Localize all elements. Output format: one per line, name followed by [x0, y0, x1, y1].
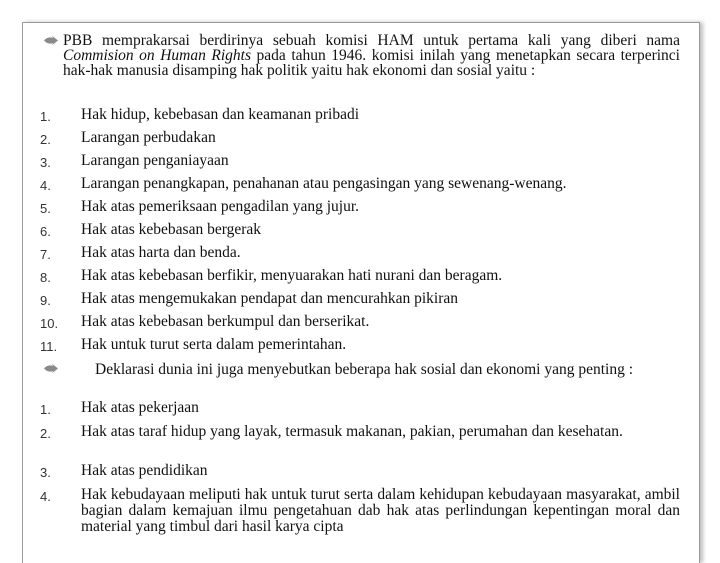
- list-number: 6.: [40, 224, 51, 239]
- list-item: [40, 463, 680, 485]
- arrow-bullet-icon: [43, 363, 59, 374]
- list-text: Hak atas kebebasan berkumpul dan berserikat.: [81, 313, 370, 330]
- list-text: Hak atas kebebasan bergerak: [81, 221, 262, 238]
- list-text: Hak atas kebebasan berfikir, menyuarakan hati nurani dan beragam.: [81, 267, 503, 284]
- list-text: Hak kebudayaan meliputi hak untuk turut serta dalam kehidupan kebudayaan masyarakat, ambil bagian dalam kemajuan ilmu pengetahuan dab hak atas perlindungan kepentingan moral dan material yang timbul dari hasil karya cipta: [81, 487, 680, 535]
- list-item: [40, 130, 680, 152]
- list-item: [40, 199, 680, 221]
- list-item: [40, 424, 680, 462]
- list-number: 9.: [40, 293, 51, 308]
- intro-italic: Commision on Human Rights: [63, 47, 251, 64]
- arrow-bullet-icon: [43, 35, 59, 46]
- list-number: 8.: [40, 270, 51, 285]
- list-number: 10.: [40, 316, 59, 331]
- list-item: [40, 107, 680, 129]
- list-text: Hak atas pekerjaan: [81, 399, 199, 416]
- list-number: 3.: [40, 465, 51, 480]
- list-text: Larangan penangkapan, penahanan atau pengasingan yang sewenang-wenang.: [81, 175, 567, 192]
- list-number: 1.: [40, 109, 51, 124]
- list-number: 2.: [40, 426, 51, 441]
- list-text: Hak untuk turut serta dalam pemerintahan.: [81, 336, 347, 353]
- list-number: 4.: [40, 489, 51, 504]
- list-text: Larangan perbudakan: [81, 129, 216, 146]
- list-number: 4.: [40, 178, 51, 193]
- list-item: [40, 400, 680, 422]
- second-paragraph: [63, 361, 680, 378]
- list-number: 5.: [40, 201, 51, 216]
- list-item: [40, 337, 680, 359]
- list-text: Hak atas taraf hidup yang layak, termasuk makanan, pakian, perumahan dan kesehatan.: [81, 423, 623, 440]
- second-text: Deklarasi dunia ini juga menyebutkan beberapa hak sosial dan ekonomi yang penting :: [95, 361, 634, 378]
- list-item: [40, 222, 680, 244]
- list-text: Larangan penganiayaan: [81, 152, 229, 169]
- list-number: 3.: [40, 155, 51, 170]
- list-item: [40, 268, 680, 290]
- list-text: Hak atas pendidikan: [81, 462, 208, 479]
- list-text: Hak atas pemeriksaan pengadilan yang jujur.: [81, 198, 360, 215]
- list-item: [40, 245, 680, 267]
- list-text: Hak atas harta dan benda.: [81, 244, 241, 261]
- list-item: [40, 176, 680, 198]
- list-number: 11.: [40, 339, 58, 354]
- list-item: [40, 291, 680, 313]
- list-number: 1.: [40, 402, 51, 417]
- intro-paragraph: [63, 33, 680, 78]
- list-text: Hak hidup, kebebasan dan keamanan pribadi: [81, 106, 360, 123]
- list-item: [40, 487, 680, 540]
- list-number: 2.: [40, 132, 51, 147]
- list-item: [40, 153, 680, 175]
- list-text: Hak atas mengemukakan pendapat dan mencurahkan pikiran: [81, 290, 459, 307]
- intro-text-end: pada tahun 1946. komisi inilah yang menetapkan secara terperinci hak-hak manusia disamping hak politik yaitu hak ekonomi dan sosial yaitu :: [63, 47, 680, 79]
- intro-text-start: PBB memprakarsai berdirinya sebuah komisi HAM untuk pertama kali yang diberi nama: [63, 32, 680, 49]
- list-number: 7.: [40, 247, 51, 262]
- list-item: [40, 314, 680, 336]
